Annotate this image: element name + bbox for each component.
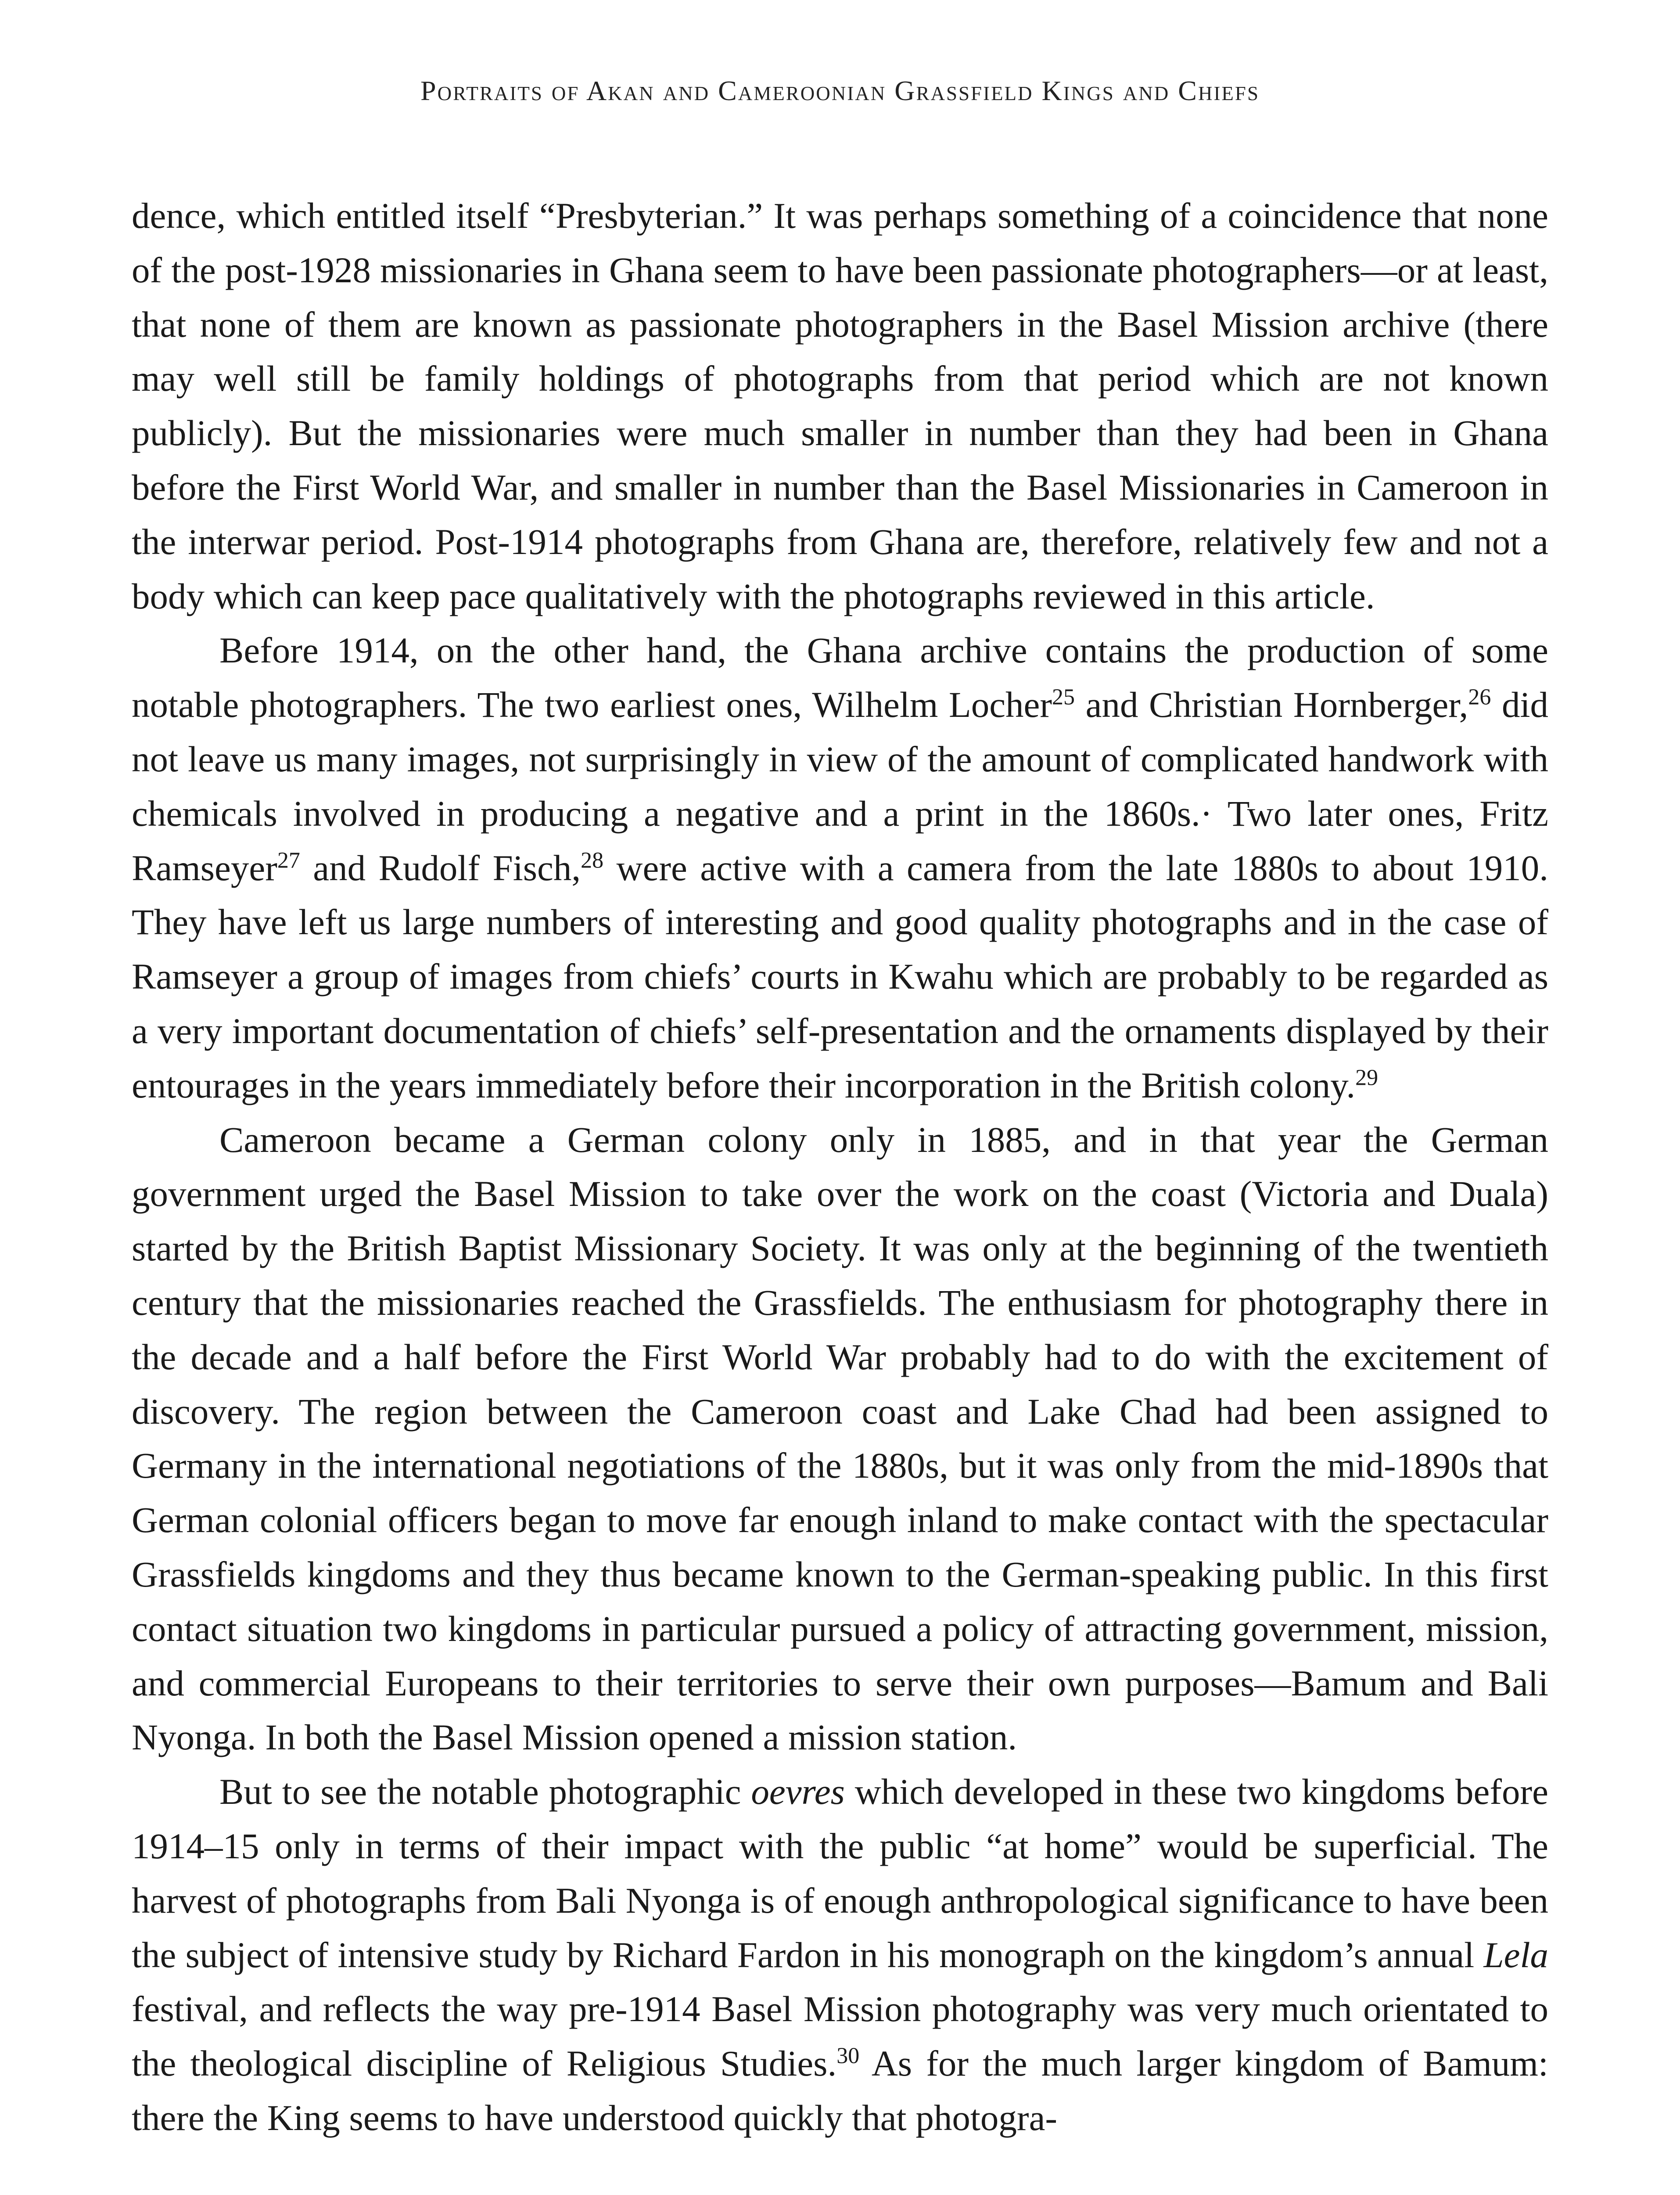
body-text — [132, 189, 1548, 2145]
footnote-reference: 25 — [1052, 684, 1075, 710]
text-run: which developed in these two kingdoms before 1914–15 only in terms of their impact with the public “at home” would be superficial. The harvest of photographs from Bali Nyonga is of enough anthropological significance to have been the subject of intensive study by Richard Fardon in his monograph on the kingdom’s annual — [132, 1771, 1548, 1975]
body-paragraph — [132, 1765, 1548, 2145]
body-paragraph — [132, 623, 1548, 1112]
text-run: dence, which entitled itself “Presbyterian.” It was perhaps something of a coincidence that none of the post-1928 missionaries in Ghana seem to have been passionate photographers—or at least, that none of them are known as passionate photographers in the Basel Mission archive (there may well still be family holdings of photographs from that period which are not known publicly). But the missionaries were much smaller in number than they had been in Ghana before the First World War, and smaller in number than the Basel Missionaries in Cameroon in the interwar period. Post-1914 photographs from Ghana are, therefore, relatively few and not a body which can keep pace qualitatively with the photographs reviewed in this article. — [132, 195, 1548, 616]
text-run: Before 1914, on the other hand, the Ghana archive contains the production of some notable photographers. The two earliest ones, Wilhelm Locher — [132, 630, 1548, 725]
text-run: festival, and reflects the way pre-1914 Basel Mission photography was very much orientated to the theological discipline of Religious Studies. — [132, 1989, 1548, 2084]
footnote-reference: 27 — [277, 847, 300, 873]
text-run: and Christian Hornberger, — [1075, 684, 1468, 725]
footnote-reference: 28 — [581, 847, 604, 873]
footnote-reference: 30 — [836, 2043, 860, 2069]
footnote-reference: 29 — [1355, 1065, 1378, 1090]
text-run: As for the much larger kingdom of Bamum: there the King seems to have understood quickly that photogra- — [132, 2043, 1548, 2138]
italic-text: Lela — [1483, 1934, 1548, 1975]
body-paragraph — [132, 189, 1548, 623]
text-run: Cameroon became a German colony only in 1885, and in that year the German government urged the Basel Mission to take over the work on the coast (Victoria and Duala) started by the British Baptist Missionary Society. It was only at the beginning of the twentieth century that the missionaries reached the Grassfields. The enthusiasm for photography there in the decade and a half before the First World War probably had to do with the excitement of discovery. The region between the Cameroon coast and Lake Chad had been assigned to Germany in the international negotiations of the 1880s, but it was only from the mid-1890s that German colonial officers began to move far enough inland to make contact with the spectacular Grassfields kingdoms and they thus became known to the German-speaking public. In this first contact situation two kingdoms in particular pursued a policy of attracting government, mission, and commercial Europeans to their territories to serve their own purposes—Bamum and Bali Nyonga. In both the Basel Mission opened a mission station. — [132, 1119, 1548, 1758]
text-run: and Rudolf Fisch, — [300, 847, 581, 888]
text-run: But to see the notable photographic — [219, 1771, 751, 1812]
running-head: Portraits of Akan and Cameroonian Grassfield Kings and Chiefs — [420, 75, 1260, 106]
text-run: did not leave us many images, not surprisingly in view of the amount of complicated handwork with chemicals involved in producing a negative and a print in the 1860s.· Two later ones, Fritz Ramseyer — [132, 684, 1549, 888]
text-run: were active with a camera from the late 1880s to about 1910. They have left us large numbers of interesting and good quality photographs and in the case of Ramseyer a group of images from chiefs’ courts in Kwahu which are probably to be regarded as a very important documentation of chiefs’ self-presentation and the ornaments displayed by their entourages in the years immediately before their incorporation in the British colony. — [132, 847, 1548, 1105]
footnote-reference: 26 — [1468, 684, 1491, 710]
body-paragraph — [132, 1113, 1548, 1765]
italic-text: oevres — [751, 1771, 845, 1812]
